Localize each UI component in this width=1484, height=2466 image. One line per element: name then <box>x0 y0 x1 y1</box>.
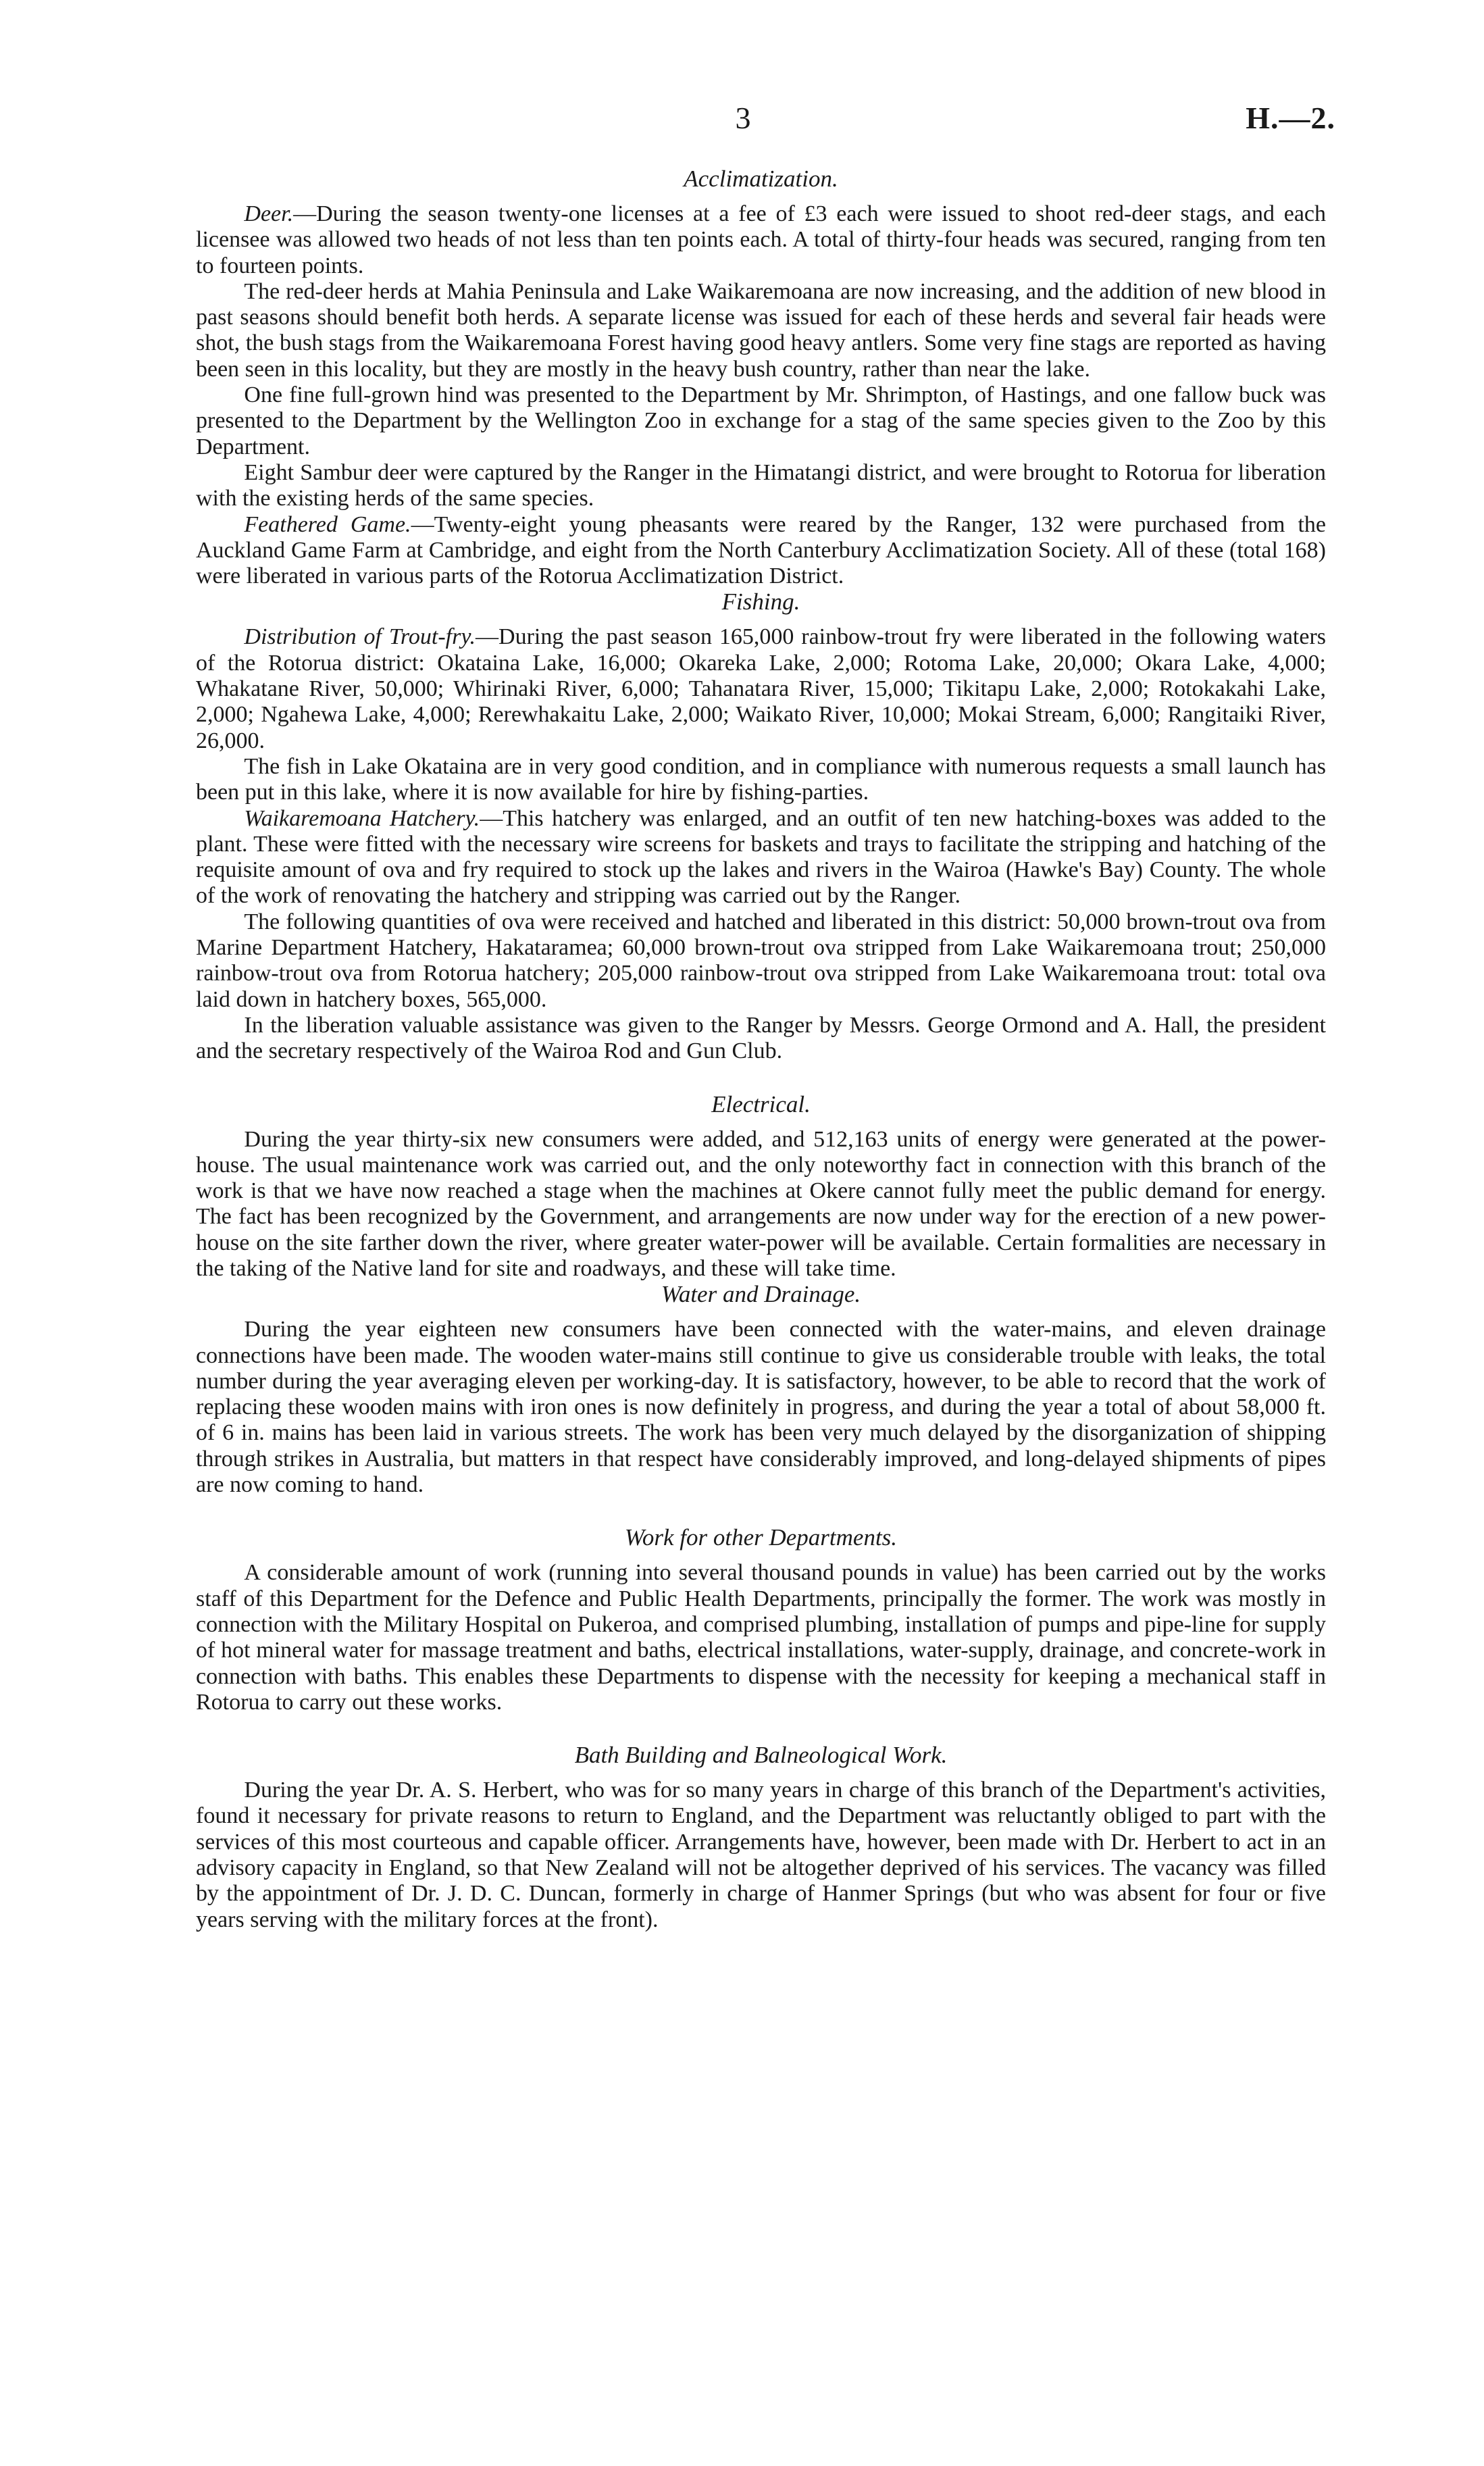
paragraph-text: The fish in Lake Okataina are in very good condition, and in compliance with numerous requests a small launch has been put in this lake, where it is now available for hire by fishing-parties. <box>196 753 1326 805</box>
section-heading-electrical: Electrical. <box>711 1090 811 1117</box>
paragraph-text: In the liberation valuable assistance was given to the Ranger by Messrs. George Ormond and A. Hall, the president and the secretary respectively of the Wairoa Rod and Gun Club. <box>196 1012 1326 1064</box>
document-reference: H.—2. <box>1246 101 1335 135</box>
paragraph <box>196 1560 1326 1715</box>
paragraph <box>196 201 1326 279</box>
paragraph-text: —This hatchery was enlarged, and an outfit of ten new hatching-boxes was added to the plant. These were fitted with the necessary wire screens for baskets and trays to facilitate the stripping and hatching of the requisite amount of ova and fry required to stock up the lakes and rivers in the Wairoa (Hawke's Bay) County. The whole of the work of renovating the hatchery and stripping was carried out by the Ranger. <box>196 805 1326 909</box>
paragraph <box>196 279 1326 382</box>
section-heading-fishing: Fishing. <box>721 588 800 615</box>
document-body <box>196 166 1326 1933</box>
paragraph-text: One fine full-grown hind was presented to the Department by Mr. Shrimpton, of Hastings, and one fallow buck was presented to the Department by the Wellington Zoo in exchange for a stag of the same species given to the Zoo by this Department. <box>196 382 1326 459</box>
paragraph-text: —Twenty-eight young pheasants were reared by the Ranger, 132 were purchased from the Auckland Game Farm at Cambridge, and eight from the North Canterbury Acclimatization Society. All of these (total 168) were liberated in various parts of the Rotorua Acclimatization District. <box>196 511 1326 589</box>
paragraph <box>196 460 1326 512</box>
paragraph-lead: Distribution of Trout-fry. <box>244 624 476 650</box>
paragraph <box>196 382 1326 460</box>
paragraph-text: —During the season twenty-one licenses at a fee of £3 each were issued to shoot red-deer stags, and each licensee was allowed two heads of not less than ten points each. A total of thirty-four heads was secured, ranging from ten to fourteen points. <box>196 201 1326 278</box>
paragraph-text: During the year Dr. A. S. Herbert, who was for so many years in charge of this branch of the Department's activities, found it necessary for private reasons to return to England, and the Department was reluctantly obliged to part with the services of this most courteous and capable officer. Arrangements have, however, been made with Dr. Herbert to act in an advisory capacity in England, so that New Zealand will not be altogether deprived of his services. The vacancy was filled by the appointment of Dr. J. D. C. Duncan, formerly in charge of Hanmer Springs (but who was absent for four or five years serving with the military forces at the front). <box>196 1778 1326 1932</box>
paragraph <box>196 1778 1326 1933</box>
section-heading-bath-building: Bath Building and Balneological Work. <box>574 1742 948 1769</box>
section-heading-other-departments: Work for other Departments. <box>624 1524 898 1551</box>
paragraph <box>196 1013 1326 1065</box>
paragraph <box>196 1317 1326 1498</box>
paragraph <box>196 512 1326 590</box>
paragraph-text: —During the past season 165,000 rainbow-trout fry were liberated in the following waters of the Rotorua district: Okataina Lake, 16,000; Okareka Lake, 2,000; Rotoma Lake, 20,000; Okara Lake, 4,000; Whakatane River, 50,000; Whirinaki River, 6,000; Tahanatara River, 15,000; Tikitapu Lake, 2,000; Rotokakahi Lake, 2,000; Ngahewa Lake, 4,000; Rerewhakaitu Lake, 2,000; Waikato River, 10,000; Mokai Stream, 6,000; Rangitaiki River, 26,000. <box>196 624 1326 753</box>
paragraph <box>196 909 1326 1013</box>
page-number: 3 <box>735 101 751 135</box>
paragraph-text: A considerable amount of work (running into several thousand pounds in value) has been carried out by the works staff of this Department for the Defence and Public Health Departments, principally the former. The work was mostly in connection with the Military Hospital on Pukeroa, and comprised plumbing, installation of pumps and pipe-line for supply of hot mineral water for massage treatment and baths, electrical installations, water-supply, drainage, and concrete-work in connection with baths. This enables these Departments to dispense with the necessity for keeping a mechanical staff in Rotorua to carry out these works. <box>196 1560 1326 1715</box>
paragraph <box>196 754 1326 806</box>
paragraph <box>196 1127 1326 1282</box>
section-heading-acclimatization: Acclimatization. <box>684 166 838 192</box>
section-heading-water-drainage: Water and Drainage. <box>661 1281 861 1308</box>
paragraph-lead: Waikaremoana Hatchery. <box>244 805 480 831</box>
paragraph-lead: Deer. <box>244 201 294 226</box>
paragraph <box>196 624 1326 753</box>
paragraph-text: During the year thirty-six new consumers were added, and 512,163 units of energy were generated at the power-house. The usual maintenance work was carried out, and the only noteworthy fact in connection with this branch of the work is that we have now reached a stage when the machines at Okere cannot fully meet the public demand for energy. The fact has been recognized by the Government, and arrangements are now under way for the erection of a new power-house on the site farther down the river, where greater water-power will be available. Certain formalities are necessary in the taking of the Native land for site and roadways, and these will take time. <box>196 1126 1326 1281</box>
paragraph <box>196 806 1326 909</box>
paragraph-text: Eight Sambur deer were captured by the Ranger in the Himatangi district, and were brought to Rotorua for liberation with the existing herds of the same species. <box>196 459 1326 511</box>
paragraph-text: During the year eighteen new consumers have been connected with the water-mains, and eleven drainage connections have been made. The wooden water-mains still continue to give us considerable trouble with leaks, the total number during the year averaging eleven per working-day. It is satisfactory, however, to be able to record that the work of replacing these wooden mains with iron ones is now definitely in progress, and during the year a total of about 58,000 ft. of 6 in. mains has been laid in various streets. The work has been very much delayed by the disorganization of shipping through strikes in Australia, but matters in that respect have considerably improved, and long-delayed shipments of pipes are now coming to hand. <box>196 1317 1326 1498</box>
paragraph-text: The following quantities of ova were received and hatched and liberated in this district: 50,000 brown-trout ova from Marine Department Hatchery, Hakataramea; 60,000 brown-trout ova stripped from Lake Waikaremoana trout; 250,000 rainbow-trout ova from Rotorua hatchery; 205,000 rainbow-trout ova stripped from Lake Waikaremoana trout: total ova laid down in hatchery boxes, 565,000. <box>196 909 1326 1012</box>
paragraph-text: The red-deer herds at Mahia Peninsula and Lake Waikaremoana are now increasing, and the addition of new blood in past seasons should benefit both herds. A separate license was issued for each of these herds and several fair heads were shot, the bush stags from the Waikaremoana Forest having good heavy antlers. Some very fine stags are reported as having been seen in this locality, but they are mostly in the heavy bush country, rather than near the lake. <box>196 278 1326 382</box>
paragraph-lead: Feathered Game. <box>244 511 411 537</box>
